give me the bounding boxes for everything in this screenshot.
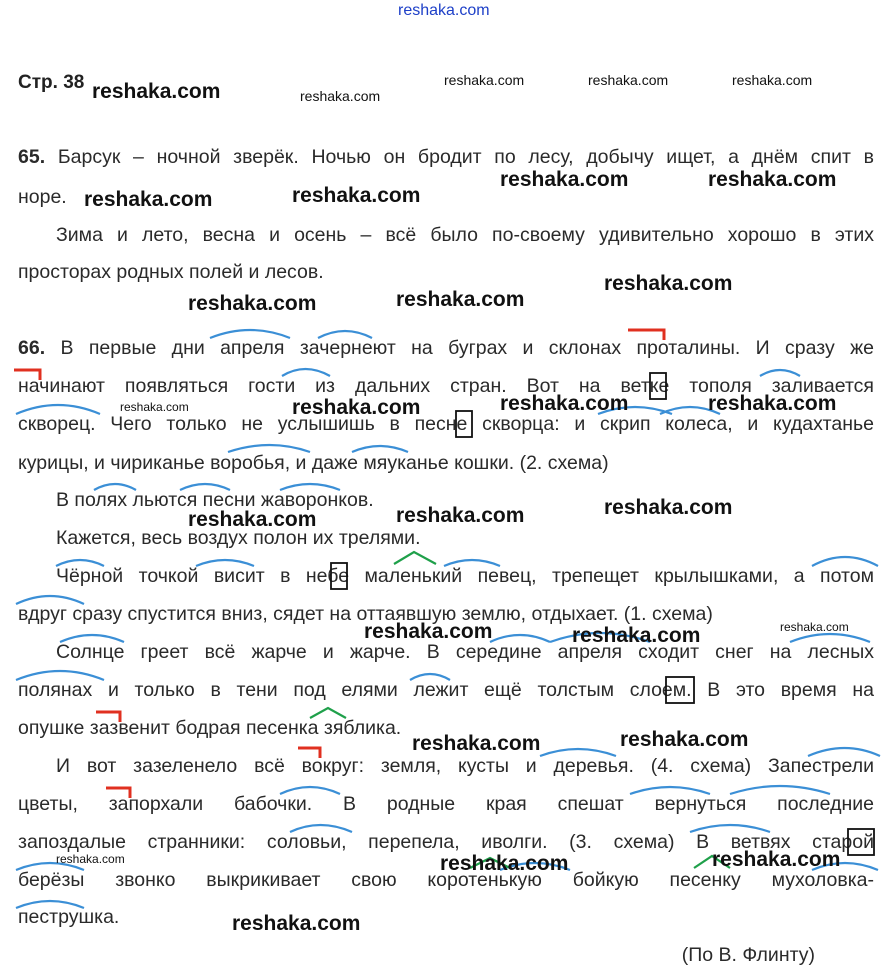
ex65-text-1: Барсук – ночной зверёк. Ночью он бродит по лесу, добычу ищет, а днём спит в [57,146,874,168]
ex65-line-2: норе. [18,186,67,208]
watermark: reshaka.com [188,508,317,531]
ex66-line-12: И вот зазеленело всё вокруг: земля, кусты и деревья. (4. схема) Запестрели [56,755,874,777]
watermark: reshaka.com [444,72,525,88]
ex66-line-7: Чёрной точкой висит в небе маленький певец, трепещет крылышками, а потом [56,565,874,587]
watermark: reshaka.com [780,620,849,634]
ex66-text-1: В первые дни апреля зачернеют на буграх и склонах проталины. И сразу же [60,337,874,359]
ex65-line-3: Зима и лето, весна и осень – всё было по-своему удивительно хорошо в этих [56,224,874,246]
watermark: reshaka.com [364,620,493,643]
ex66-line-10: полянах и только в тени под елями лежит ещё толстым слоем. В это время на [18,679,874,701]
watermark: reshaka.com [620,728,749,751]
ex66-line-1 [18,337,874,360]
watermark: reshaka.com [120,400,189,414]
watermark: reshaka.com [396,288,525,311]
ex66-line-14: запоздалые странники: соловьи, перепела, иволги. (3. схема) В ветвях старой [18,831,874,853]
watermark: reshaka.com [708,392,837,415]
watermark: reshaka.com [712,848,841,871]
watermark: reshaka.com [412,732,541,755]
ex65-line-1 [18,146,874,169]
watermark: reshaka.com [732,72,813,88]
watermark: reshaka.com [292,396,421,419]
page-label: Стр. 38 [18,72,85,93]
ex66-line-2: начинают появляться гости из дальних стран. Вот на ветке тополя заливается [18,375,874,397]
watermark: reshaka.com [292,184,421,207]
ex66-line-4: курицы, и чириканье воробья, и даже мяуканье кошки. (2. схема) [18,452,609,474]
watermark: reshaka.com [92,80,221,103]
watermark: reshaka.com [588,72,669,88]
watermark: reshaka.com [396,504,525,527]
watermark: reshaka.com [708,168,837,191]
ex66-line-3: скворец. Чего только не услышишь в песне скворца: и скрип колеса, и кудахтанье [18,413,874,435]
ex65-line-4: просторах родных полей и лесов. [18,261,324,283]
site-watermark-top[interactable]: reshaka.com [398,2,490,19]
watermark: reshaka.com [440,852,569,875]
ex66-line-15: берёзы звонко выкрикивает свою коротенькую бойкую песенку мухоловка- [18,869,874,891]
watermark: reshaka.com [84,188,213,211]
watermark: reshaka.com [572,624,701,647]
watermark: reshaka.com [604,272,733,295]
author-attribution: (По В. Флинту) [681,944,815,966]
ex66-line-9: Солнце греет всё жарче и жарче. В середине апреля сходит снег на лесных [56,641,874,663]
ex65-number: 65. [18,146,46,168]
suffix-marks [310,552,730,868]
ex66-line-16: пеструшка. [18,906,120,928]
ex66-line-8: вдруг сразу спустится вниз, сядет на оттаявшую землю, отдыхает. (1. схема) [18,603,713,625]
ex66-number: 66. [18,337,46,359]
ex66-line-6: Кажется, весь воздух полон их трелями. [56,527,421,549]
watermark: reshaka.com [56,852,125,866]
watermark: reshaka.com [500,168,629,191]
watermark: reshaka.com [604,496,733,519]
ex66-line-13: цветы, запорхали бабочки. В родные края спешат вернуться последние [18,793,874,815]
watermark: reshaka.com [188,292,317,315]
ex66-line-11: опушке зазвенит бодрая песенка зяблика. [18,717,402,739]
watermark: reshaka.com [232,912,361,935]
watermark: reshaka.com [500,392,629,415]
ex66-line-5: В полях льются песни жаворонков. [56,489,374,511]
watermark: reshaka.com [300,88,381,104]
